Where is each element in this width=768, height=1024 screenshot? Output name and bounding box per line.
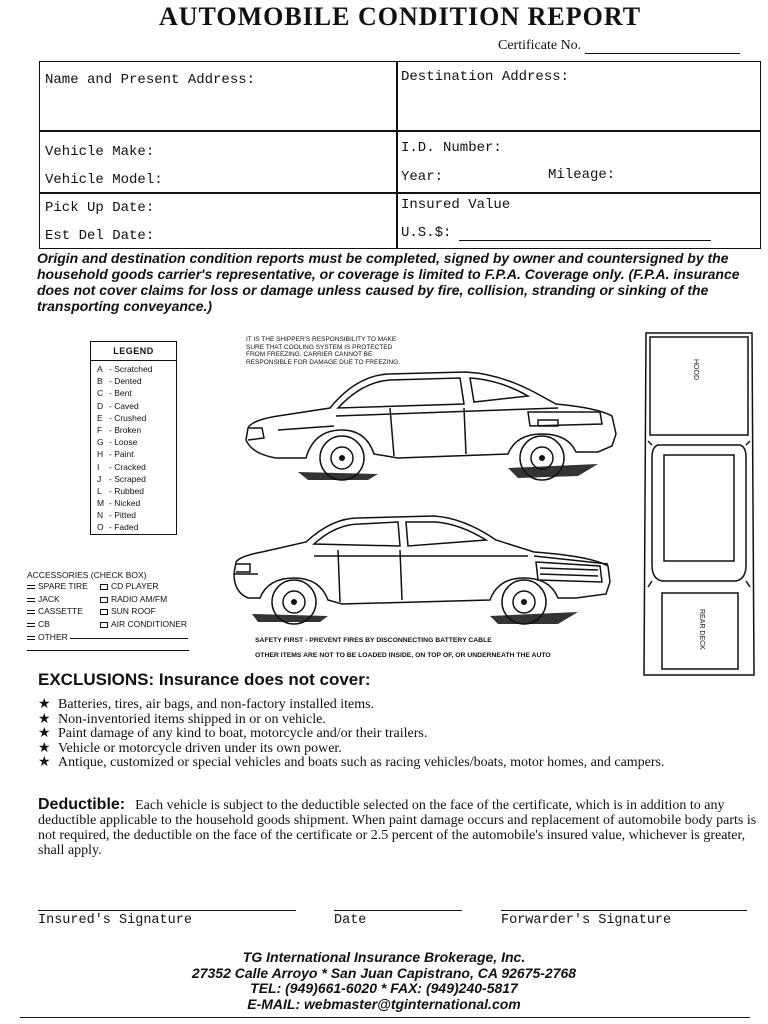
exclusion-item: [38, 713, 748, 728]
legend-code: L: [97, 485, 102, 496]
other-accessory-line[interactable]: [70, 638, 188, 639]
company-name: TG International Insurance Brokerage, Inc.: [242, 949, 526, 965]
name-address-field[interactable]: Name and Present Address:: [45, 72, 256, 88]
legend-label: - Dented: [109, 376, 142, 387]
legend-label: - Loose: [109, 437, 138, 448]
legend-item: [91, 388, 176, 400]
star-bullet-icon: ★: [38, 711, 51, 727]
legend-code: I: [97, 461, 100, 472]
exclusions-heading: EXCLUSIONS: Insurance does not cover:: [38, 670, 371, 689]
legend-code: O: [97, 522, 104, 533]
car-side-view-rear: [238, 368, 622, 488]
legend-title: LEGEND: [113, 346, 154, 356]
exclusion-item: [38, 742, 748, 757]
deductible-section: [38, 797, 768, 858]
legend-label: - Paint: [109, 449, 134, 460]
page-title: AUTOMOBILE CONDITION REPORT: [158, 2, 642, 31]
legend-item: [91, 376, 176, 388]
legend-item: [91, 474, 176, 486]
freezing-notice: IT IS THE SHIPPER'S RESPONSIBILITY TO MAKE SURE THAT COOLING SYSTEM IS PROTECTED FROM FREEZING. CARRIER CANNOT BE RESPONSIBLE FOR DAMAGE DUE TO FREEZING.: [246, 336, 400, 366]
legend-code: M: [97, 498, 105, 509]
legend-label: - Faded: [109, 522, 139, 533]
accessory-radio[interactable]: RADIO AM/FM: [100, 594, 167, 604]
deductible-text: Each vehicle is subject to the deductible selected on the face of the certificate, which is in addition to any deductible applicable to the household goods shipment. When paint damage occurs and replacement of automobile body parts is not required, the deductible on the face of the certificate or 2.5 percent of the automobile's insured value, whichever is greater, shall apply.: [38, 798, 757, 858]
accessory-other[interactable]: OTHER: [27, 632, 68, 642]
star-bullet-icon: ★: [38, 726, 51, 742]
star-bullet-icon: ★: [38, 697, 51, 712]
pickup-date-field[interactable]: Pick Up Date:: [45, 200, 155, 216]
coverage-notice: Origin and destination condition reports must be completed, signed by owner and countersigned by the household goods carrier's representative, or coverage is limited to F.P.A. Coverage only. (F.P.A. insurance does not cover claims for loss or damage unless caused by fire, collision, stranding or sinking of the transporting conveyance.): [37, 250, 740, 314]
checkbox-icon[interactable]: [27, 636, 35, 640]
legend-item: [91, 486, 176, 498]
legend-code: N: [97, 510, 104, 521]
legend-code: H: [97, 449, 104, 460]
legend-item: [91, 510, 176, 522]
legend-label: - Nicked: [109, 498, 141, 509]
year-field[interactable]: Year:: [401, 169, 444, 185]
car-top-view: [640, 329, 758, 681]
legend-item: [91, 401, 176, 413]
safety-note: SAFETY FIRST - PREVENT FIRES BY DISCONNECTING BATTERY CABLE: [255, 637, 492, 644]
legend-code: J: [97, 473, 102, 484]
certificate-line: [585, 42, 740, 54]
legend-item: [91, 449, 176, 461]
exclusion-item: [38, 698, 748, 713]
legend-item: [91, 437, 176, 449]
checkbox-icon[interactable]: [100, 622, 108, 628]
vehicle-model-field[interactable]: Vehicle Model:: [45, 172, 163, 188]
checkbox-icon[interactable]: [100, 609, 108, 615]
forwarder-signature-field[interactable]: Forwarder's Signature: [501, 910, 747, 928]
legend-label: - Broken: [109, 424, 142, 435]
exclusion-text: Paint damage of any kind to boat, motorcycle and/or their trailers.: [58, 726, 428, 742]
checkbox-icon[interactable]: [27, 610, 35, 614]
checkbox-icon[interactable]: [27, 623, 35, 627]
legend-code: G: [97, 437, 104, 448]
company-footer: [0, 950, 768, 1012]
vehicle-info-grid: [39, 61, 761, 249]
legend-item: [91, 462, 176, 474]
legend-label: - Cracked: [109, 461, 146, 472]
legend-label: - Scraped: [109, 473, 146, 484]
legend-label: - Caved: [109, 400, 139, 411]
accessory-cb[interactable]: CB: [27, 619, 50, 629]
legend-label: - Crushed: [109, 412, 147, 423]
legend-item: [91, 498, 176, 510]
company-email[interactable]: E-MAIL: webmaster@tginternational.com: [247, 995, 521, 1012]
accessory-spare-tire[interactable]: SPARE TIRE: [27, 581, 88, 591]
mileage-field[interactable]: Mileage:: [548, 167, 616, 183]
id-number-field[interactable]: I.D. Number:: [401, 140, 502, 156]
date-field[interactable]: Date: [334, 910, 462, 928]
star-bullet-icon: ★: [38, 755, 51, 771]
exclusion-text: Non-inventoried items shipped in or on vehicle.: [58, 711, 326, 727]
hood-label: HOOD: [692, 359, 699, 380]
us-dollar-field[interactable]: U.S.$:: [401, 225, 711, 241]
accessory-air-conditioner[interactable]: AIR CONDITIONER: [100, 619, 187, 629]
legend-code: C: [97, 388, 104, 399]
star-bullet-icon: ★: [38, 740, 51, 756]
damage-legend: [90, 341, 177, 535]
checkbox-icon[interactable]: [100, 584, 108, 590]
vehicle-make-field[interactable]: Vehicle Make:: [45, 144, 155, 160]
legend-code: E: [97, 412, 103, 423]
exclusion-text: Vehicle or motorcycle driven under its own power.: [58, 740, 342, 756]
legend-label: - Bent: [109, 388, 132, 399]
legend-code: D: [97, 400, 104, 411]
exclusion-text: Batteries, tires, air bags, and non-factory installed items.: [58, 697, 375, 712]
accessory-cassette[interactable]: CASSETTE: [27, 606, 83, 616]
accessory-cd-player[interactable]: CD PLAYER: [100, 581, 159, 591]
checkbox-icon[interactable]: [27, 598, 35, 602]
exclusion-item: [38, 727, 748, 742]
checkbox-icon[interactable]: [27, 585, 35, 589]
est-del-date-field[interactable]: Est Del Date:: [45, 228, 155, 244]
exclusions-list: [38, 698, 748, 771]
certificate-label: Certificate No.: [498, 38, 582, 53]
legend-item: [91, 413, 176, 425]
car-side-view-front: [228, 512, 618, 630]
other-items-note: OTHER ITEMS ARE NOT TO BE LOADED INSIDE, ON TOP OF, OR UNDERNEATH THE AUTO: [255, 652, 551, 659]
company-address: 27352 Calle Arroyo * San Juan Capistrano, CA 92675-2768: [191, 964, 577, 981]
company-phone: TEL: (949)661-6020 * FAX: (949)240-5817: [250, 980, 518, 996]
legend-label: - Pitted: [109, 510, 136, 521]
legend-code: F: [97, 424, 103, 435]
exclusion-item: [38, 756, 748, 771]
legend-item: [91, 425, 176, 437]
deductible-label: Deductible:: [38, 796, 126, 813]
destination-address-field[interactable]: Destination Address:: [401, 69, 570, 85]
insured-signature-field[interactable]: Insured's Signature: [38, 910, 296, 928]
legend-label: - Scratched: [109, 364, 153, 374]
checkbox-icon[interactable]: [100, 597, 108, 603]
accessory-jack[interactable]: JACK: [27, 594, 60, 604]
legend-label: - Rubbed: [109, 485, 144, 496]
certificate-number-field[interactable]: [498, 38, 740, 54]
legend-item: [91, 364, 176, 376]
accessory-sun-roof[interactable]: SUN ROOF: [100, 606, 156, 616]
insured-value-label: Insured Value: [401, 197, 511, 213]
rear-deck-label: REAR DECK: [698, 609, 705, 650]
accessories-title: ACCESSORIES (CHECK BOX): [27, 570, 147, 580]
legend-code: A: [97, 364, 103, 374]
legend-item: [91, 522, 176, 534]
legend-code: B: [97, 376, 103, 387]
exclusion-text: Antique, customized or special vehicles and boats such as racing vehicles/boats, motor homes, and campers.: [58, 755, 665, 771]
